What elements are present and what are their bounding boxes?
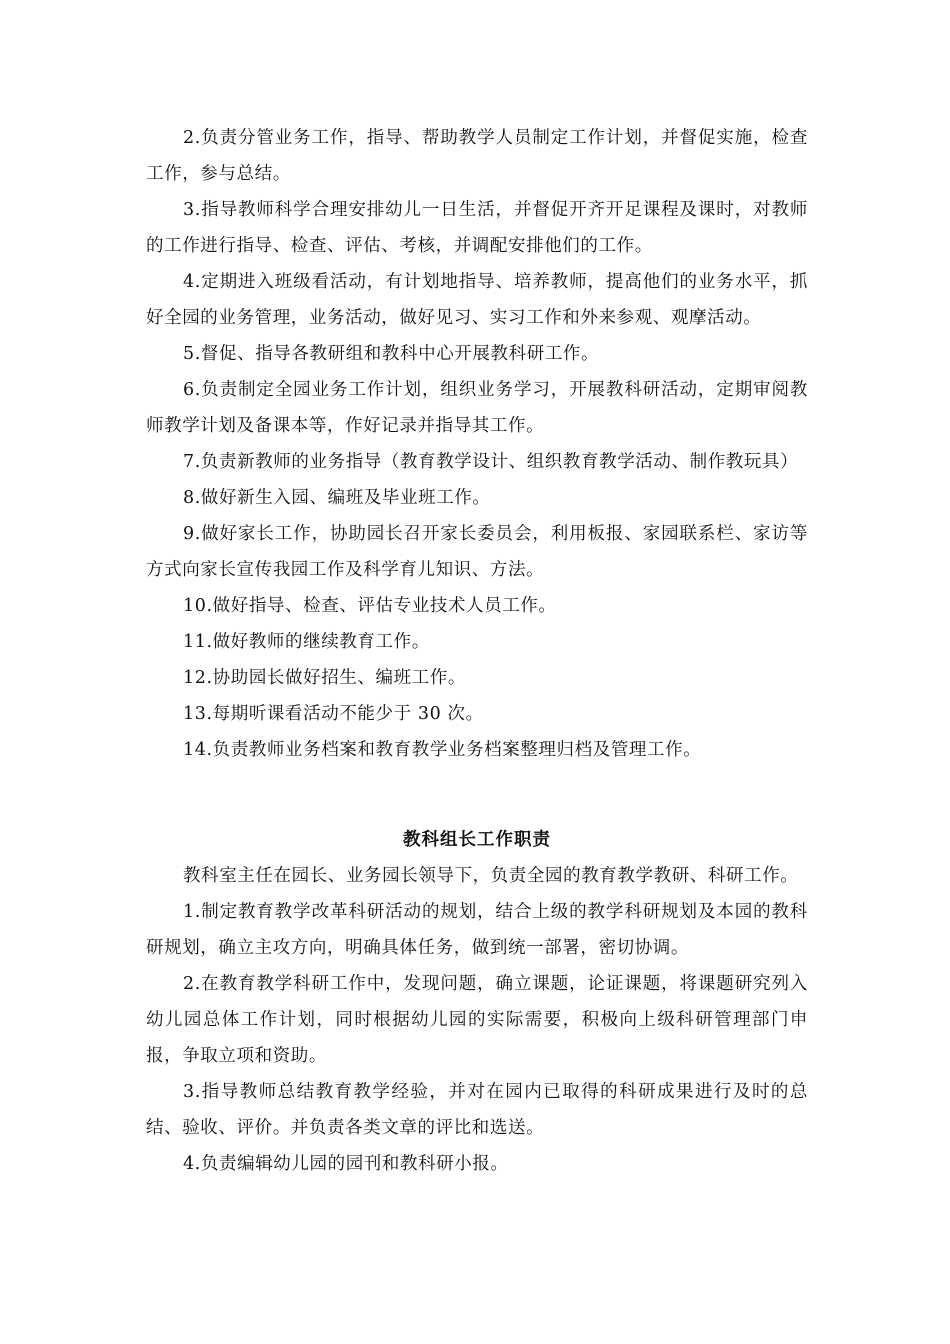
section-intro: 教科室主任在园长、业务园长领导下，负责全园的教育教学教研、科研工作。	[183, 866, 799, 886]
duty-item: 7.负责新教师的业务指导（教育教学设计、组织教育教学活动、制作教玩具）	[183, 452, 799, 472]
duties-list-continued	[146, 120, 808, 768]
duty-item: 4.定期进入班级看活动，有计划地指导、培养教师，提高他们的业务水平，抓好全园的业务管理，业务活动，做好见习、实习工作和外来参观、观摩活动。	[146, 272, 808, 328]
duty-item: 6.负责制定全园业务工作计划，组织业务学习，开展教科研活动，定期审阅教师教学计划及备课本等，作好记录并指导其工作。	[146, 380, 808, 436]
duty-item: 3.指导教师总结教育教学经验，并对在园内已取得的科研成果进行及时的总结、验收、评价。并负责各类文章的评比和选送。	[146, 1082, 808, 1138]
duty-item: 9.做好家长工作，协助园长召开家长委员会，利用板报、家园联系栏、家访等方式向家长宣传我园工作及科学育儿知识、方法。	[146, 524, 808, 580]
duty-item: 3.指导教师科学合理安排幼儿一日生活，并督促开齐开足课程及课时，对教师的工作进行指导、检查、评估、考核，并调配安排他们的工作。	[146, 200, 808, 256]
duty-item: 11.做好教师的继续教育工作。	[183, 632, 430, 652]
duty-item: 1.制定教育教学改革科研活动的规划，结合上级的教学科研规划及本园的教科研规划，确立主攻方向，明确具体任务，做到统一部署，密切协调。	[146, 902, 808, 958]
duty-item: 13.每期听课看活动不能少于 30 次。	[183, 704, 484, 724]
section-title: 教科组长工作职责	[403, 830, 551, 850]
duty-item: 8.做好新生入园、编班及毕业班工作。	[183, 488, 491, 508]
duty-item: 4.负责编辑幼儿园的园刊和教科研小报。	[183, 1154, 509, 1174]
duty-item: 2.负责分管业务工作，指导、帮助教学人员制定工作计划，并督促实施，检查工作，参与总结。	[146, 128, 808, 184]
duty-item: 14.负责教师业务档案和教育教学业务档案整理归档及管理工作。	[183, 740, 702, 760]
duty-item: 2.在教育教学科研工作中，发现问题，确立课题，论证课题，将课题研究列入幼儿园总体工作计划，同时根据幼儿园的实际需要，积极向上级科研管理部门申报，争取立项和资助。	[146, 974, 808, 1066]
research-leader-duties	[146, 822, 808, 1182]
duty-item: 12.协助园长做好招生、编班工作。	[183, 668, 467, 688]
duty-item: 10.做好指导、检查、评估专业技术人员工作。	[183, 596, 557, 616]
duty-item: 5.督促、指导各教研组和教科中心开展教科研工作。	[183, 344, 600, 364]
